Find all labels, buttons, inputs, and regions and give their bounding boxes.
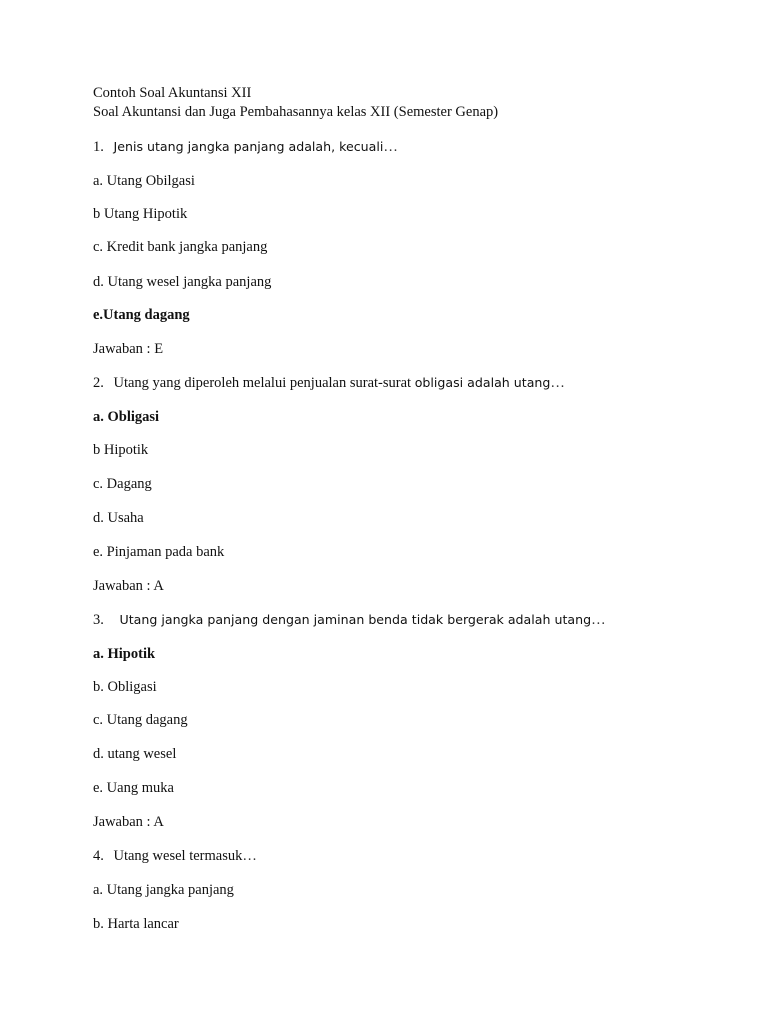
- option-1e-correct: e.Utang dagang: [93, 307, 190, 323]
- question-ellipsis: …: [383, 139, 398, 155]
- option-1d: d. Utang wesel jangka panjang: [93, 274, 272, 290]
- option-2c: c. Dagang: [93, 476, 152, 492]
- option-2d: d. Usaha: [93, 510, 144, 526]
- option-3c: c. Utang dagang: [93, 712, 188, 728]
- question-number: 1.: [93, 139, 104, 155]
- document-subtitle: Soal Akuntansi dan Juga Pembahasannya kelas XII (Semester Genap): [93, 104, 499, 120]
- question-text: Jenis utang jangka panjang adalah, kecuali: [113, 139, 384, 154]
- answer-2: Jawaban : A: [93, 578, 164, 594]
- option-1b: b Utang Hipotik: [93, 206, 188, 222]
- question-ellipsis: …: [242, 848, 257, 864]
- option-2e: e. Pinjaman pada bank: [93, 544, 225, 560]
- question-text: Utang yang diperoleh melalui penjualan surat-surat: [113, 375, 412, 391]
- question-2: [93, 373, 565, 393]
- answer-3: Jawaban : A: [93, 814, 164, 830]
- document-title: Contoh Soal Akuntansi XII: [93, 85, 252, 101]
- question-text-continued: obligasi adalah utang: [414, 375, 551, 390]
- question-ellipsis: …: [591, 612, 606, 628]
- option-4b: b. Harta lancar: [93, 916, 179, 932]
- option-1c: c. Kredit bank jangka panjang: [93, 239, 268, 255]
- question-text: Utang wesel termasuk: [113, 848, 243, 864]
- option-3a-correct: a. Hipotik: [93, 646, 156, 662]
- option-3d: d. utang wesel: [93, 746, 177, 762]
- option-4a: a. Utang jangka panjang: [93, 882, 234, 898]
- question-number: 4.: [93, 848, 104, 864]
- question-4: [93, 846, 257, 866]
- document-page: [93, 84, 733, 932]
- answer-1: Jawaban : E: [93, 341, 164, 357]
- option-3b: b. Obligasi: [93, 679, 157, 695]
- question-text: Utang jangka panjang dengan jaminan benda tidak bergerak adalah utang: [119, 612, 592, 627]
- question-3: [93, 610, 606, 630]
- option-2a-correct: a. Obligasi: [93, 409, 160, 425]
- option-2b: b Hipotik: [93, 442, 149, 458]
- question-1: [93, 137, 398, 157]
- option-1a: a. Utang Obilgasi: [93, 173, 195, 189]
- question-number: 2.: [93, 375, 104, 391]
- question-number: 3.: [93, 612, 104, 628]
- question-ellipsis: …: [550, 375, 565, 391]
- option-3e: e. Uang muka: [93, 780, 174, 796]
